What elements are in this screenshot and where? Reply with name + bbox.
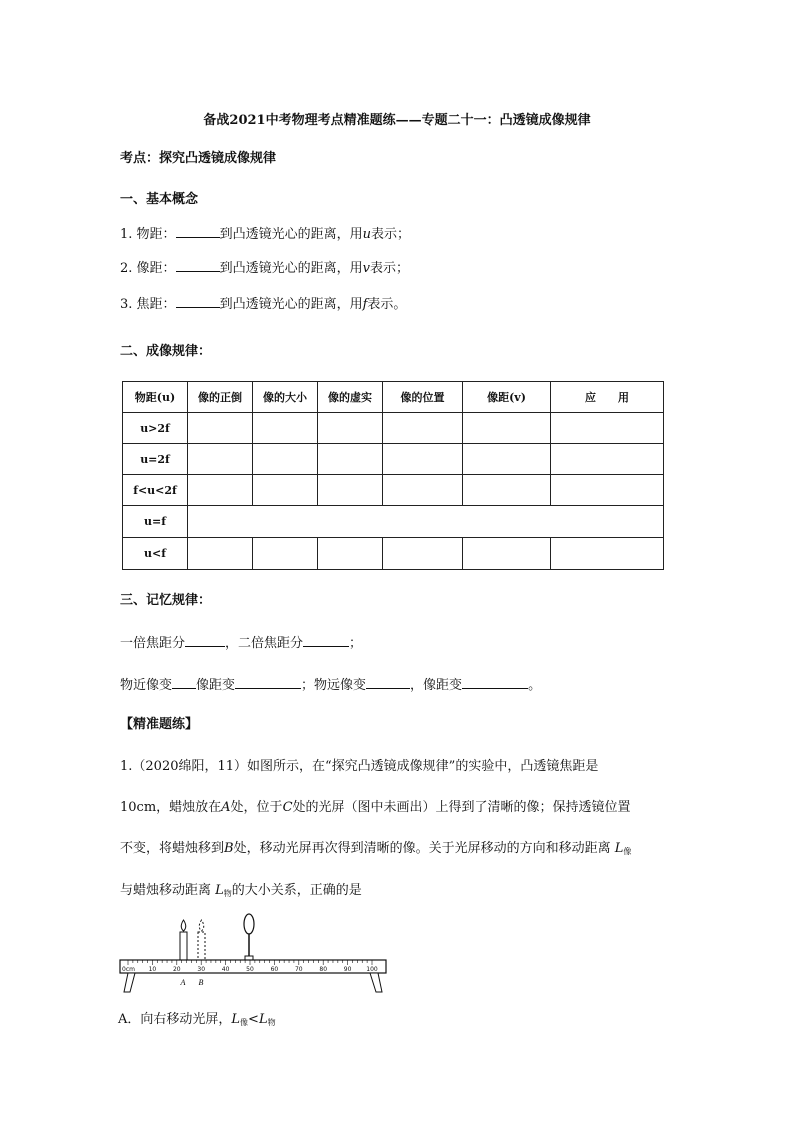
point-label: B — [224, 841, 234, 856]
item-label: 像距： — [136, 261, 176, 276]
header-cell: 像的正倒 — [188, 382, 253, 413]
symbol-L: L — [614, 841, 624, 856]
answer-cell[interactable] — [253, 475, 318, 506]
item-end: 表示； — [370, 227, 410, 242]
memory-text: ，二倍焦距分 — [225, 636, 304, 651]
question-text: 不变，将蜡烛移到 — [120, 841, 225, 856]
symbol-subscript: 物 — [223, 889, 232, 898]
answer-cell[interactable] — [188, 444, 253, 475]
optical-bench-figure — [118, 912, 388, 994]
fill-blank[interactable] — [176, 259, 220, 272]
header-cell: 物距(u) — [123, 382, 188, 413]
fill-blank[interactable] — [303, 634, 349, 647]
header-cell: 像的虚实 — [318, 382, 383, 413]
item-number: 3. — [120, 297, 133, 312]
item-symbol: v — [362, 261, 370, 276]
answer-cell[interactable] — [188, 413, 253, 444]
symbol-subscript: 物 — [267, 1018, 276, 1027]
answer-cell[interactable] — [383, 413, 463, 444]
item-number: 2. — [120, 261, 133, 276]
ruler-tick-label: 40 — [221, 966, 230, 973]
memory-text: 物近像变 — [120, 678, 173, 693]
memory-line-2 — [120, 676, 541, 694]
answer-cell[interactable] — [551, 413, 664, 444]
answer-cell[interactable] — [253, 413, 318, 444]
question-line: 1.（2020绵阳，11）如图所示，在“探究凸透镜成像规律”的实验中，凸透镜焦距是 — [120, 759, 599, 774]
fill-blank[interactable] — [366, 676, 410, 689]
question-text: 与蜡烛移动距离 — [120, 883, 212, 898]
answer-cell[interactable] — [383, 538, 463, 570]
topic-line: 考点：探究凸透镜成像规律 — [120, 151, 277, 166]
page-title: 备战2021中考物理考点精准题练——专题二十一：凸透镜成像规律 — [203, 113, 591, 128]
question-text: 10cm，蜡烛放在 — [120, 800, 222, 815]
section2-heading: 二、成像规律： — [120, 344, 212, 359]
point-label: C — [282, 800, 293, 815]
question-line — [120, 800, 631, 816]
item-text: 到凸透镜光心的距离，用 — [219, 261, 363, 276]
candle-b-icon — [198, 920, 205, 960]
symbol-L: L — [231, 1012, 241, 1027]
memory-text: ；物远像变 — [301, 678, 367, 693]
item-text: 到凸透镜光心的距离，用 — [219, 297, 363, 312]
fill-blank[interactable] — [185, 634, 225, 647]
answer-cell[interactable] — [188, 538, 253, 570]
answer-cell[interactable] — [318, 538, 383, 570]
item-text: 到凸透镜光心的距离，用 — [219, 227, 363, 242]
ruler-tick-label: 70 — [294, 966, 303, 973]
question-text: 的大小关系，正确的是 — [231, 883, 362, 898]
fill-blank[interactable] — [176, 295, 220, 308]
imaging-rules-table — [122, 381, 664, 570]
ruler-tick-label: 10 — [148, 966, 157, 973]
item-symbol: u — [362, 227, 371, 242]
row-label: f<u<2f — [123, 475, 188, 506]
memory-text: ，像距变 — [410, 678, 463, 693]
row-label: u>2f — [123, 413, 188, 444]
item-symbol: f — [362, 297, 368, 312]
optical-bench-icon — [120, 960, 386, 992]
row-label: u=2f — [123, 444, 188, 475]
concept-item-1 — [120, 225, 410, 243]
item-number: 1. — [120, 227, 133, 242]
ruler-tick-label: 80 — [319, 966, 328, 973]
answer-cell[interactable] — [463, 475, 551, 506]
row-label: u<f — [123, 538, 188, 570]
table-row — [123, 444, 664, 475]
memory-text: 。 — [528, 678, 542, 693]
item-end: 表示。 — [367, 297, 407, 312]
fill-blank[interactable] — [176, 225, 220, 238]
table-row — [123, 538, 664, 570]
header-cell: 像的大小 — [253, 382, 318, 413]
ruler-tick-label: 50 — [246, 966, 254, 973]
memory-text: 一倍焦距分 — [120, 636, 186, 651]
ruler-tick-label: 20 — [172, 966, 181, 973]
answer-cell[interactable] — [383, 444, 463, 475]
practice-heading: 【精准题练】 — [120, 717, 199, 732]
table-row — [123, 413, 664, 444]
header-cell: 像距(v) — [463, 382, 551, 413]
merged-answer-cell[interactable] — [188, 506, 664, 538]
point-label: A — [221, 800, 231, 815]
question-text: 处的光屏（图中未画出）上得到了清晰的像；保持透镜位置 — [292, 800, 631, 815]
answer-cell[interactable] — [318, 413, 383, 444]
ruler-tick-label: 30 — [197, 966, 206, 973]
item-label: 焦距： — [136, 297, 176, 312]
answer-cell[interactable] — [253, 538, 318, 570]
memory-line-1 — [120, 634, 362, 652]
point-a-label: A — [180, 978, 186, 987]
table-row — [123, 506, 664, 538]
comparison-operator: < — [248, 1012, 259, 1027]
fill-blank[interactable] — [462, 676, 528, 689]
question-line — [120, 841, 631, 860]
question-text: 处，移动光屏再次得到清晰的像。关于光屏移动的方向和移动距离 — [233, 841, 611, 856]
memory-text: ； — [349, 636, 363, 651]
answer-cell[interactable] — [463, 538, 551, 570]
ruler-tick-label: 100 — [366, 966, 378, 973]
item-label: 物距： — [136, 227, 176, 242]
ruler-tick-label: 90 — [343, 966, 352, 973]
header-cell: 像的位置 — [383, 382, 463, 413]
answer-cell[interactable] — [318, 444, 383, 475]
row-label: u=f — [123, 506, 188, 538]
question-line — [120, 883, 362, 902]
item-end: 表示； — [369, 261, 409, 276]
answer-cell[interactable] — [551, 538, 664, 570]
symbol-L: L — [215, 883, 224, 898]
concept-item-2 — [120, 259, 409, 277]
question-text: 处，位于 — [230, 800, 283, 815]
table-header-row — [123, 382, 664, 413]
answer-cell[interactable] — [383, 475, 463, 506]
answer-cell[interactable] — [463, 413, 551, 444]
answer-cell[interactable] — [551, 475, 664, 506]
header-cell: 应 用 — [551, 382, 664, 413]
fill-blank[interactable] — [172, 676, 196, 689]
concept-item-3 — [120, 295, 406, 313]
symbol-L: L — [258, 1012, 268, 1027]
point-b-label: B — [198, 978, 204, 987]
candle-a-icon — [180, 920, 187, 960]
answer-cell[interactable] — [463, 444, 551, 475]
symbol-subscript: 像 — [240, 1018, 249, 1027]
memory-text: 像距变 — [196, 678, 236, 693]
option-text: A．向右移动光屏， — [118, 1012, 232, 1027]
table-row — [123, 475, 664, 506]
ruler-tick-label: 60 — [270, 966, 279, 973]
answer-cell[interactable] — [318, 475, 383, 506]
convex-lens-icon — [244, 914, 254, 960]
fill-blank[interactable] — [235, 676, 301, 689]
ruler-tick-label: 0cm — [122, 966, 135, 973]
answer-cell[interactable] — [188, 475, 253, 506]
option-a[interactable] — [118, 1012, 276, 1031]
symbol-subscript: 像 — [623, 847, 632, 856]
answer-cell[interactable] — [253, 444, 318, 475]
section1-heading: 一、基本概念 — [120, 192, 199, 207]
section3-heading: 三、记忆规律： — [120, 593, 212, 608]
answer-cell[interactable] — [551, 444, 664, 475]
